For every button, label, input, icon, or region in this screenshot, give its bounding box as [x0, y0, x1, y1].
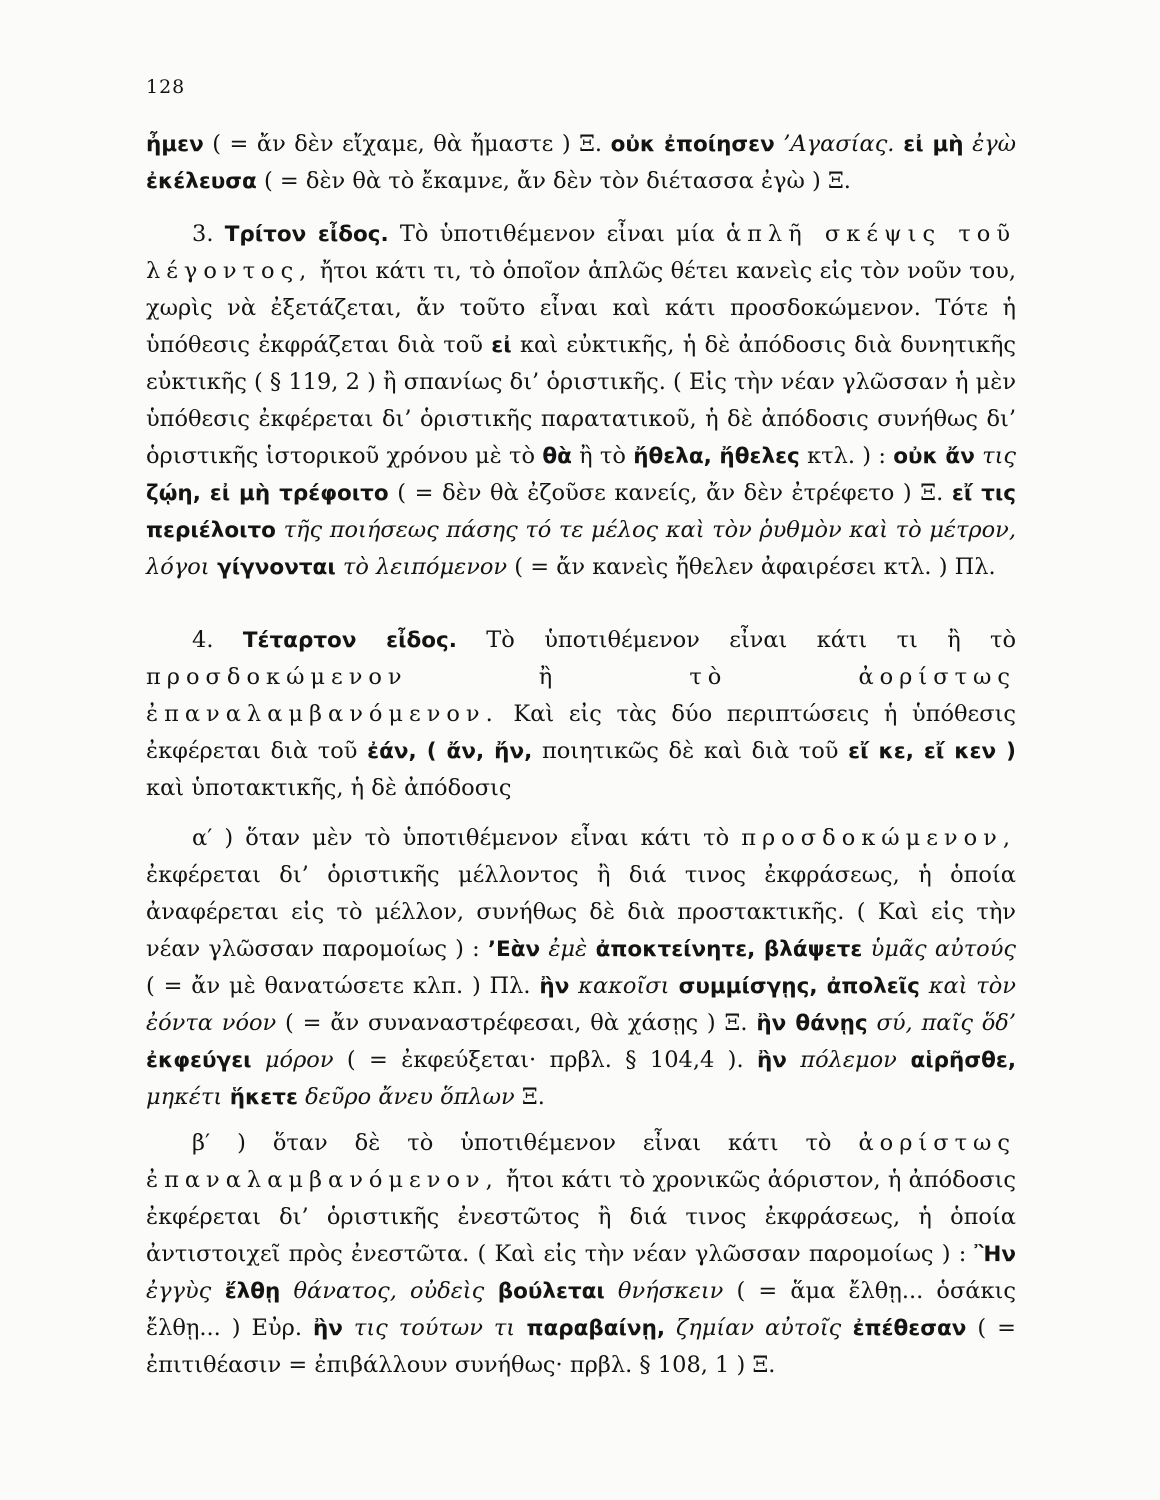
- section-number: 3.: [192, 221, 225, 247]
- greek-term-bold: ’Εὰν: [487, 937, 541, 962]
- text-run: β′ ) ὅταν δὲ τὸ ὑποτιθέμενον εἶναι κάτι τὸ: [192, 1130, 859, 1156]
- greek-italic: ’Αγασίας.: [774, 131, 895, 157]
- greek-term-bold: γίγνονται: [209, 555, 336, 580]
- greek-term-bold: ἐκέλευσα: [146, 169, 257, 194]
- greek-term-bold: εἴ τις περιέλοιτο: [146, 481, 1016, 543]
- text-run: α′ ) ὅταν μὲν τὸ ὑποτιθέμενον εἶναι κάτι τὸ: [192, 825, 742, 851]
- paragraph-third-kind: [146, 216, 1016, 586]
- text-run: ( = ἅμα ἔλθῃ... ὁσάκις ἔλθῃ... ) Εὐρ.: [146, 1278, 1016, 1341]
- spaced-emphasis: ἁπλῆ σκέψις τοῦ λέγοντος,: [146, 221, 1016, 284]
- greek-italic: ἐγγὺς: [146, 1278, 212, 1304]
- greek-italic: ζημίαν αὐτοῖς: [665, 1315, 842, 1341]
- greek-term-bold: ἦμεν: [146, 132, 204, 157]
- text-run: καὶ εὐκτικῆς, ἡ δὲ ἀπόδοσις διὰ δυνητικῆς εὐκτικῆς ( § 119, 2 ) ἢ σπανίως δι’ ὁριστικῆς. ( Εἰς τὴν νέαν γλῶσσαν ἡ μὲν ὑπόθεσις ἐκφέρεται δι’ ὁριστικῆς παρατατικοῦ, ἡ δὲ ἀπόδοσις συνήθως δι’ ὁριστικῆς ἱστορικοῦ χρόνου μὲ τὸ: [146, 332, 1017, 469]
- section-number: 4.: [192, 627, 243, 653]
- greek-italic: δεῦρο ἄνευ ὅπλων: [297, 1084, 515, 1110]
- greek-term-bold: ἐάν, ( ἄν, ἤν,: [367, 739, 533, 764]
- greek-italic: θάνατος, οὐδεὶς: [280, 1278, 485, 1304]
- greek-italic: μόρον: [251, 1047, 334, 1073]
- greek-italic: μηκέτι: [146, 1084, 223, 1110]
- greek-term-bold: εἰ μὴ: [894, 132, 964, 157]
- section-heading: Τρίτον εἶδος.: [224, 222, 389, 247]
- text-run: ( = ἐπιτιθέασιν = ἐπιβάλλουν συνήθως· πρβλ. § 108, 1 ) Ξ.: [146, 1315, 1016, 1378]
- greek-term-bold: ἀποκτείνητε, βλάψετε: [587, 937, 863, 962]
- greek-term-bold: οὐκ ἄν: [893, 444, 975, 469]
- greek-term-bold: παραβαίνῃ,: [515, 1316, 666, 1341]
- greek-term-bold: ζῴη, εἰ μὴ τρέφοιτο: [146, 481, 389, 506]
- greek-term-bold: ἥκετε: [222, 1085, 298, 1110]
- text-run: ἤτοι κάτι τι, τὸ ὁποῖον ἁπλῶς θέτει κανεὶς εἰς τὸν νοῦν του, χωρὶς νὰ ἐξετάζεται, ἄν τοῦτο εἶναι καὶ κάτι προσδοκώμενον. Τότε ἡ ὑπόθεσις ἐκφράζεται διὰ τοῦ: [146, 258, 1016, 358]
- greek-term-bold: ἔλθῃ: [211, 1279, 281, 1304]
- greek-term-bold: ἢν: [312, 1316, 343, 1341]
- greek-italic: κακοῖσι: [569, 973, 670, 999]
- greek-italic: σύ, παῖς ὅδ’: [867, 1010, 1016, 1036]
- greek-term-bold: ἤθελα, ἤθελες: [633, 444, 800, 469]
- section-heading: Τέταρτον εἶδος.: [242, 628, 457, 653]
- text-run: ( = ἄν συναναστρέφεσαι, θὰ χάσῃς ) Ξ.: [276, 1010, 757, 1036]
- greek-italic: τις: [974, 443, 1017, 469]
- paragraph-case-beta: [146, 1125, 1016, 1384]
- greek-term-bold: ἢν: [756, 1048, 787, 1073]
- greek-italic: πόλεμον: [786, 1047, 897, 1073]
- text-run: Καὶ εἰς τὰς δύο περιπτώσεις ἡ ὑπόθεσις ἐκφέρεται διὰ τοῦ: [146, 701, 1016, 764]
- greek-term-bold: εἴ κε, εἴ κεν ): [848, 739, 1016, 764]
- text-run: Τὸ ὑποτιθέμενον εἶναι μία: [388, 221, 726, 247]
- greek-italic: τῆς ποιήσεως πάσης τό τε μέλος καὶ τὸν ῥυθμὸν καὶ τὸ μέτρον, λόγοι: [146, 517, 1016, 580]
- text-run: Τὸ ὑποτιθέμενον εἶναι κάτι τι ἢ τὸ: [456, 627, 1017, 653]
- text-run: ( = ἄν δὲν εἴχαμε, θὰ ἤμαστε ) Ξ.: [203, 131, 611, 157]
- paragraph-examples-continued: [146, 126, 1016, 200]
- greek-term-bold: θὰ: [542, 444, 572, 469]
- spaced-emphasis: προσδοκώμενον,: [741, 825, 1016, 851]
- text-run: καὶ ὑποτακτικῆς, ἡ δὲ ἀπόδοσις: [146, 775, 512, 801]
- text-run: ἢ τὸ: [571, 443, 634, 469]
- greek-italic: θνήσκειν: [604, 1278, 724, 1304]
- page-number: 128: [146, 76, 186, 98]
- greek-italic: ἐγὼ: [963, 131, 1016, 157]
- greek-italic: ἐμὲ: [540, 936, 588, 962]
- text-run: ποιητικῶς δὲ καὶ διὰ τοῦ: [532, 738, 849, 764]
- greek-term-bold: ἢν: [539, 974, 570, 999]
- spaced-emphasis: προσδοκώμενον ἢ τὸ ἀορίστως ἐπαναλαμβανόμενον.: [146, 664, 1016, 727]
- greek-italic: τις τούτων τι: [342, 1315, 516, 1341]
- text-run: Ξ.: [514, 1084, 545, 1110]
- paragraph-case-alpha: [146, 820, 1016, 1116]
- text-run: ( = ἄν κανεὶς ἤθελεν ἀφαιρέσει κτλ. ) Πλ.: [507, 554, 996, 580]
- text-run: ( = ἄν μὲ θανατώσετε κλπ. ) Πλ.: [146, 973, 540, 999]
- text-run: ( = ἐκφεύξεται· πρβλ. § 104,4 ).: [333, 1047, 757, 1073]
- greek-term-bold: εἰ: [491, 333, 512, 358]
- greek-term-bold: ἐπέθεσαν: [841, 1316, 967, 1341]
- greek-term-bold: αἱρῆσθε,: [896, 1048, 1016, 1073]
- greek-term-bold: ἐκφεύγει: [146, 1048, 252, 1073]
- text-run: ( = δὲν θὰ ἐζοῦσε κανείς, ἄν δὲν ἐτρέφετο ) Ξ.: [388, 480, 952, 506]
- greek-italic: καὶ τὸν ἐόντα νόον: [146, 973, 1016, 1036]
- text-run: ἤτοι κάτι τὸ χρονικῶς ἀόριστον, ἡ ἀπόδοσις ἐκφέρεται δι’ ὁριστικῆς ἐνεστῶτος ἢ διά τινος ἐκφράσεως, ἡ ὁποία ἀντιστοιχεῖ πρὸς ἐνεστῶτα. ( Καὶ εἰς τὴν νέαν γλῶσσαν παρομοίως ) :: [146, 1167, 1016, 1267]
- paragraph-fourth-kind: [146, 622, 1016, 807]
- spaced-emphasis: ἀορίστως ἐπαναλαμβανόμενον,: [146, 1130, 1016, 1193]
- greek-italic: τὸ λειπόμενον: [335, 554, 508, 580]
- greek-term-bold: συμμίσγῃς, ἀπολεῖς: [669, 974, 920, 999]
- greek-term-bold: ἢν θάνῃς: [756, 1011, 868, 1036]
- greek-italic: ὑμᾶς αὐτούς: [862, 936, 1016, 962]
- greek-term-bold: Ἢν: [974, 1242, 1016, 1267]
- text-run: ( = δὲν θὰ τὸ ἔκαμνε, ἄν δὲν τὸν διέτασσα ἐγὼ ) Ξ.: [256, 168, 851, 194]
- greek-term-bold: βούλεται: [484, 1279, 605, 1304]
- greek-term-bold: οὐκ ἐποίησεν: [610, 132, 775, 157]
- text-run: κτλ. ) :: [799, 443, 894, 469]
- text-run: ἐκφέρεται δι’ ὁριστικῆς μέλλοντος ἢ διά τινος ἐκφράσεως, ἡ ὁποία ἀναφέρεται εἰς τὸ μέλλον, συνήθως δὲ διὰ προστακτικῆς. ( Καὶ εἰς τὴν νέαν γλῶσσαν παρομοίως ) :: [146, 862, 1016, 962]
